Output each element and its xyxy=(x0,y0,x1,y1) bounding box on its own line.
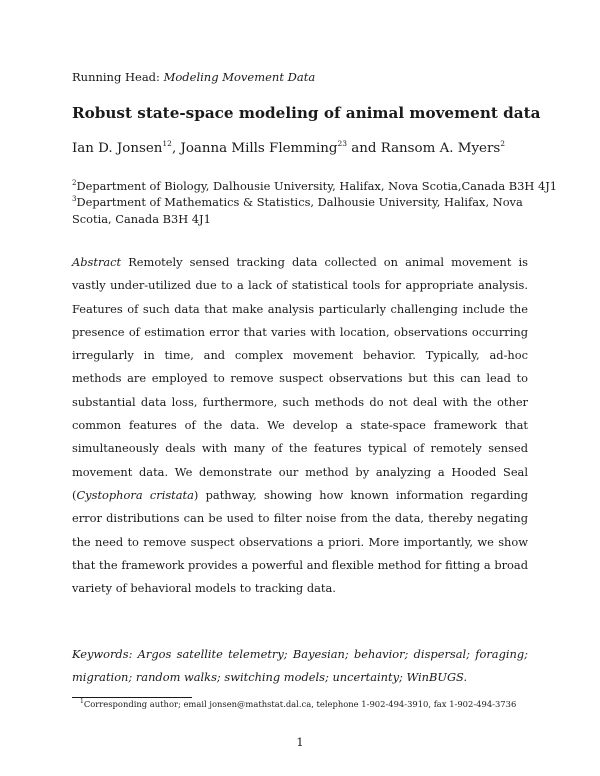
affiliation xyxy=(72,194,534,228)
footnote xyxy=(80,699,516,709)
author-name: Ian D. Jonsen xyxy=(72,141,163,156)
affiliation-text: Department of Mathematics & Statistics, Dalhousie University, Halifax, Nova Scotia, Canada B3H 4J1 xyxy=(72,195,523,226)
keywords: Keywords: Argos satellite telemetry; Bayesian; behavior; dispersal; foraging; migration; random walks; switching models; uncertainty; WinBUGS. xyxy=(72,647,528,685)
affiliation xyxy=(72,178,558,195)
running-head-label: Running Head: xyxy=(72,70,160,84)
author-separator: and xyxy=(346,141,381,156)
abstract-text: ) pathway, showing how known information regarding error distributions can be used to filter noise from the data, thereby negating the need to remove suspect observations a priori. More importantly, we show that the framework provides a powerful and flexible method for fitting a broad variety of behavioral models to tracking data. xyxy=(72,487,528,596)
author-affiliation-mark: 23 xyxy=(337,139,347,148)
footnote-mark: 1 xyxy=(80,698,84,705)
running-head xyxy=(72,70,315,84)
author-separator: , xyxy=(171,141,181,156)
affiliation-text: Department of Biology, Dalhousie University, Halifax, Nova Scotia,Canada B3H 4J1 xyxy=(76,179,558,193)
page-number: 1 xyxy=(296,735,304,749)
footnote-text: Corresponding author; email jonsen@mathstat.dal.ca, telephone 1-902-494-3910, fax 1-902-494-3736 xyxy=(83,699,517,709)
author-affiliation-mark: 2 xyxy=(500,139,506,148)
abstract-text: Remotely sensed tracking data collected on animal movement is vastly under-utilized due to a lack of statistical tools for appropriate analysis. Features of such data that make analysis particularly challenging include the presence of estimation error that varies with location, observations occurring irregularly in time, and complex movement behavior. Typically, ad-hoc methods are employed to remove suspect observations but this can lead to substantial data loss, furthermore, such methods do not deal with the other common features of the data. We develop a state-space framework that simultaneously deals with many of the features typical of remotely sensed movement data. We demonstrate our method by analyzing a Hooded Seal ( xyxy=(72,255,528,502)
author-name: Ransom A. Myers xyxy=(380,141,501,156)
author-name: Joanna Mills Flemming xyxy=(180,141,338,156)
abstract xyxy=(72,251,528,600)
affiliation-mark: 2 xyxy=(72,179,77,187)
abstract-label: Abstract xyxy=(72,255,122,269)
author-list xyxy=(72,141,505,156)
affiliation-mark: 3 xyxy=(72,195,77,203)
footnote-divider xyxy=(72,697,192,698)
author-affiliation-mark: 12 xyxy=(162,139,172,148)
species-name: Cystophora cristata xyxy=(76,487,194,502)
paper-title: Robust state-space modeling of animal movement data xyxy=(72,104,541,122)
running-head-title: Modeling Movement Data xyxy=(163,70,316,84)
